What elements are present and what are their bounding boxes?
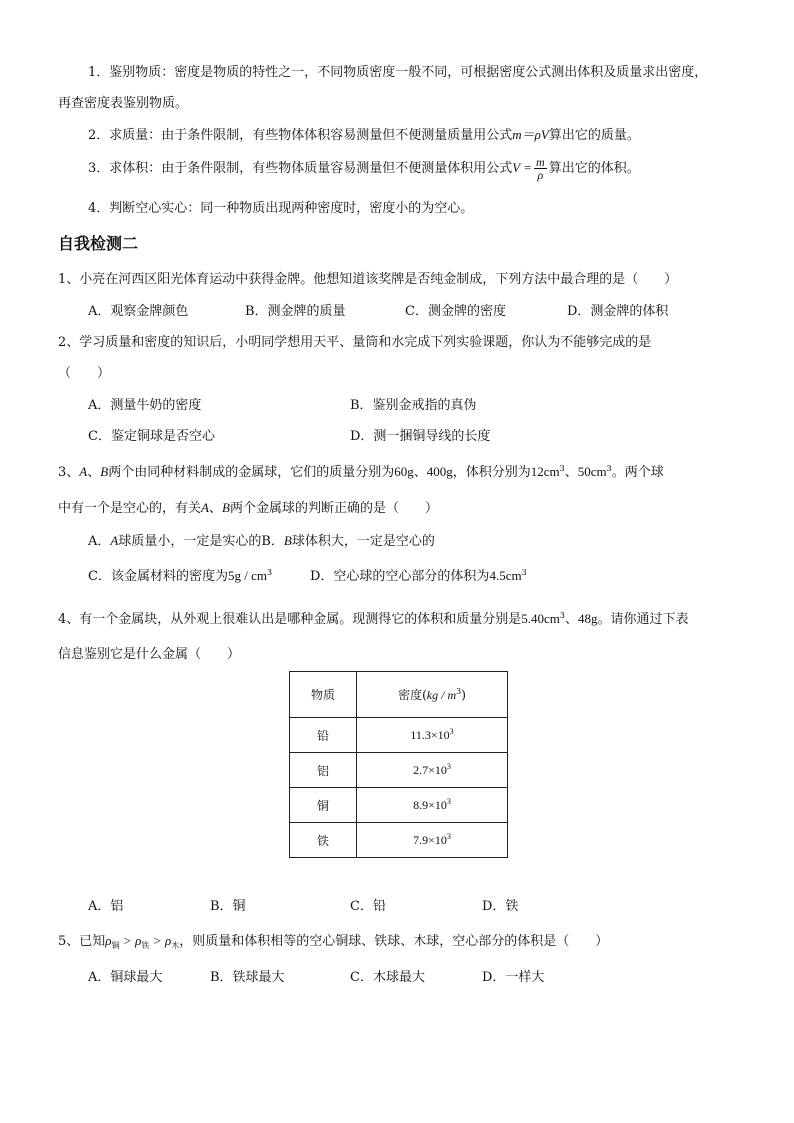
q3-exponent: 3	[266, 568, 273, 577]
q5-rho: ρ	[165, 933, 172, 948]
q3-options-ab	[88, 534, 435, 548]
cell-density	[357, 718, 508, 753]
density-exponent: 3	[449, 726, 454, 736]
q3-option-a-label: A．	[88, 534, 111, 549]
q4-option-d: D．铁	[482, 899, 519, 914]
table-row	[290, 823, 508, 858]
q5-gt: >	[153, 933, 161, 948]
q3-separator: 、	[208, 501, 222, 516]
q3-stem-line-2	[58, 501, 438, 515]
method-3-fraction	[534, 156, 547, 181]
q4-option-b: B．铜	[210, 899, 246, 914]
header-substance: 物质	[290, 672, 357, 718]
q3-separator: 、	[564, 465, 578, 480]
q5-option-b: B．铁球最大	[210, 970, 285, 985]
q3-stem2-pre: 中有一个是空心的，有关	[58, 501, 202, 516]
table-row	[290, 753, 508, 788]
q3-exponent: 3	[606, 464, 612, 473]
density-value: 11.3×10	[410, 727, 450, 742]
q3-volume-2: 50cm	[577, 464, 607, 479]
header-exponent: 3	[456, 687, 462, 696]
q5-sub-iron: 铁	[141, 941, 150, 950]
q5-rho: ρ	[105, 933, 112, 948]
q3-option-b-text: 球体积大，一定是空心的	[291, 534, 435, 549]
method-1-line-2: 再查密度表鉴别物质。	[58, 96, 189, 111]
q3-option-d	[310, 569, 527, 583]
q3-option-c-text: C．该金属材料的密度为	[88, 569, 228, 584]
q4-stem-pre: 4、有一个金属块，从外观上很难认出是哪种金属。现测得它的体积和质量分别是	[58, 612, 522, 627]
q1-option-c: C．测金牌的密度	[405, 304, 506, 319]
q5-sub-copper: 铜	[111, 941, 120, 950]
q3-mass-1: 60g	[394, 464, 414, 479]
q5-option-c: C．木球最大	[350, 970, 425, 985]
q3-option-d-value: 4.5cm	[489, 568, 522, 583]
q3-option-c-value: 5g / cm	[227, 568, 267, 583]
section-title: 自我检测二	[58, 234, 139, 253]
method-1-line-1: 1．鉴别物质：密度是物质的特性之一，不同物质密度一般不同，可根据密度公式测出体积及质量求出密度，	[88, 65, 708, 80]
q5-option-a: A．铜球最大	[88, 970, 163, 985]
q3-mass-2: 400g	[426, 464, 453, 479]
q3-option-b-label: B．	[261, 534, 284, 549]
q5-stem-post: ，则质量和体积相等的空心铜球、铁球、木球，空心部分的体积是（ ）	[179, 934, 609, 949]
cell-density	[357, 788, 508, 823]
q3-mass-text: 两个由同种材料制成的金属球，它们的质量分别为	[108, 465, 395, 480]
cell-density	[357, 823, 508, 858]
q3-ball-b: B	[283, 533, 292, 548]
density-value: 7.9×10	[413, 832, 447, 847]
density-exponent: 3	[446, 831, 451, 841]
method-3	[88, 156, 640, 181]
q4-stem-line-2: 信息鉴别它是什么金属（ ）	[58, 647, 241, 662]
q5-stem-pre: 5、已知	[58, 934, 106, 949]
q5-stem	[58, 934, 608, 948]
q2-option-b: B．鉴别金戒指的真伪	[350, 398, 477, 413]
q3-volume-text: ，体积分别为	[452, 465, 531, 480]
header-density-close: )	[461, 688, 466, 702]
q2-option-a: A．测量牛奶的密度	[88, 398, 202, 413]
q4-mass: 48g	[578, 611, 598, 626]
table-header-row	[290, 672, 508, 718]
density-exponent: 3	[446, 796, 451, 806]
q5-rho: ρ	[135, 933, 142, 948]
table-row	[290, 788, 508, 823]
method-2-formula: m＝ρV	[512, 127, 549, 142]
q3-option-a-text: 球质量小，一定是实心的	[118, 534, 262, 549]
q4-stem-line-1	[58, 612, 689, 626]
q3-stem2-post: 两个金属球的判断正确的是（ ）	[229, 501, 438, 516]
cell-substance: 铜	[290, 788, 357, 823]
q4-volume: 5.40cm	[521, 611, 560, 626]
q3-ball-b: B	[100, 464, 109, 479]
method-3-prefix: 3．求体积：由于条件限制，有些物体质量容易测量但不便测量体积用公式	[88, 161, 513, 176]
q3-stem-line-1	[58, 465, 664, 479]
method-4: 4．判断空心实心：同一种物质出现两种密度时，密度小的为空心。	[88, 201, 474, 216]
method-2-prefix: 2．求质量：由于条件限制，有些物体体积容易测量但不便测量质量用公式	[88, 128, 513, 143]
density-table	[289, 671, 508, 858]
cell-density	[357, 753, 508, 788]
q5-option-d: D．一样大	[482, 970, 545, 985]
method-2	[88, 128, 640, 142]
q1-option-b: B．测金牌的质量	[245, 304, 346, 319]
q4-option-a: A．铝	[88, 899, 124, 914]
header-density-unit: kg / m	[426, 688, 457, 702]
q3-ball-b: B	[221, 500, 230, 515]
q3-stem-end: 。两个球	[611, 465, 664, 480]
q3-exponent: 3	[521, 568, 527, 577]
q2-option-c: C．鉴定铜球是否空心	[88, 429, 215, 444]
method-3-V: V =	[512, 160, 533, 175]
cell-substance: 铁	[290, 823, 357, 858]
fraction-denominator: ρ	[537, 168, 544, 182]
q1-option-a: A．观察金牌颜色	[88, 304, 189, 319]
q5-sub-wood: 木	[171, 941, 180, 950]
density-value: 8.9×10	[413, 797, 447, 812]
method-3-suffix: 算出它的体积。	[548, 161, 640, 176]
header-density-label: 密度(	[398, 688, 427, 702]
q3-separator: 、	[87, 465, 101, 480]
q2-option-d: D．测一捆铜导线的长度	[350, 429, 491, 444]
q3-volume-1: 12cm	[530, 464, 560, 479]
header-density	[357, 672, 508, 718]
density-exponent: 3	[446, 761, 451, 771]
q3-exponent: 3	[559, 464, 565, 473]
q2-stem-line-2: （ ）	[58, 366, 111, 381]
method-2-suffix: 算出它的质量。	[548, 128, 640, 143]
q3-separator: 、	[413, 465, 427, 480]
q1-option-d: D．测金牌的体积	[567, 304, 669, 319]
q4-stem-post: 。请你通过下表	[597, 612, 689, 627]
cell-substance: 铅	[290, 718, 357, 753]
q3-option-d-text: D．空心球的空心部分的体积为	[310, 569, 490, 584]
fraction-numerator: m	[536, 155, 545, 169]
q3-number: 3、	[58, 465, 80, 480]
q4-option-c: C．铅	[350, 899, 386, 914]
q4-separator: 、	[565, 612, 579, 627]
q4-exponent: 3	[559, 611, 566, 620]
q3-option-c	[88, 569, 272, 583]
cell-substance: 铝	[290, 753, 357, 788]
q3-ball-a: A	[201, 500, 209, 515]
density-value: 2.7×10	[413, 762, 447, 777]
q3-ball-a: A	[79, 464, 88, 479]
q5-gt: >	[123, 933, 132, 948]
q3-ball-a: A	[110, 533, 119, 548]
q1-stem: 1、小亮在河西区阳光体育运动中获得金牌。他想知道该奖牌是否纯金制成，下列方法中最合理的是（ ）	[58, 272, 678, 287]
table-row	[290, 718, 508, 753]
q2-stem-line-1: 2、学习质量和密度的知识后，小明同学想用天平、量筒和水完成下列实验课题，你认为不能够完成的是	[58, 335, 652, 350]
